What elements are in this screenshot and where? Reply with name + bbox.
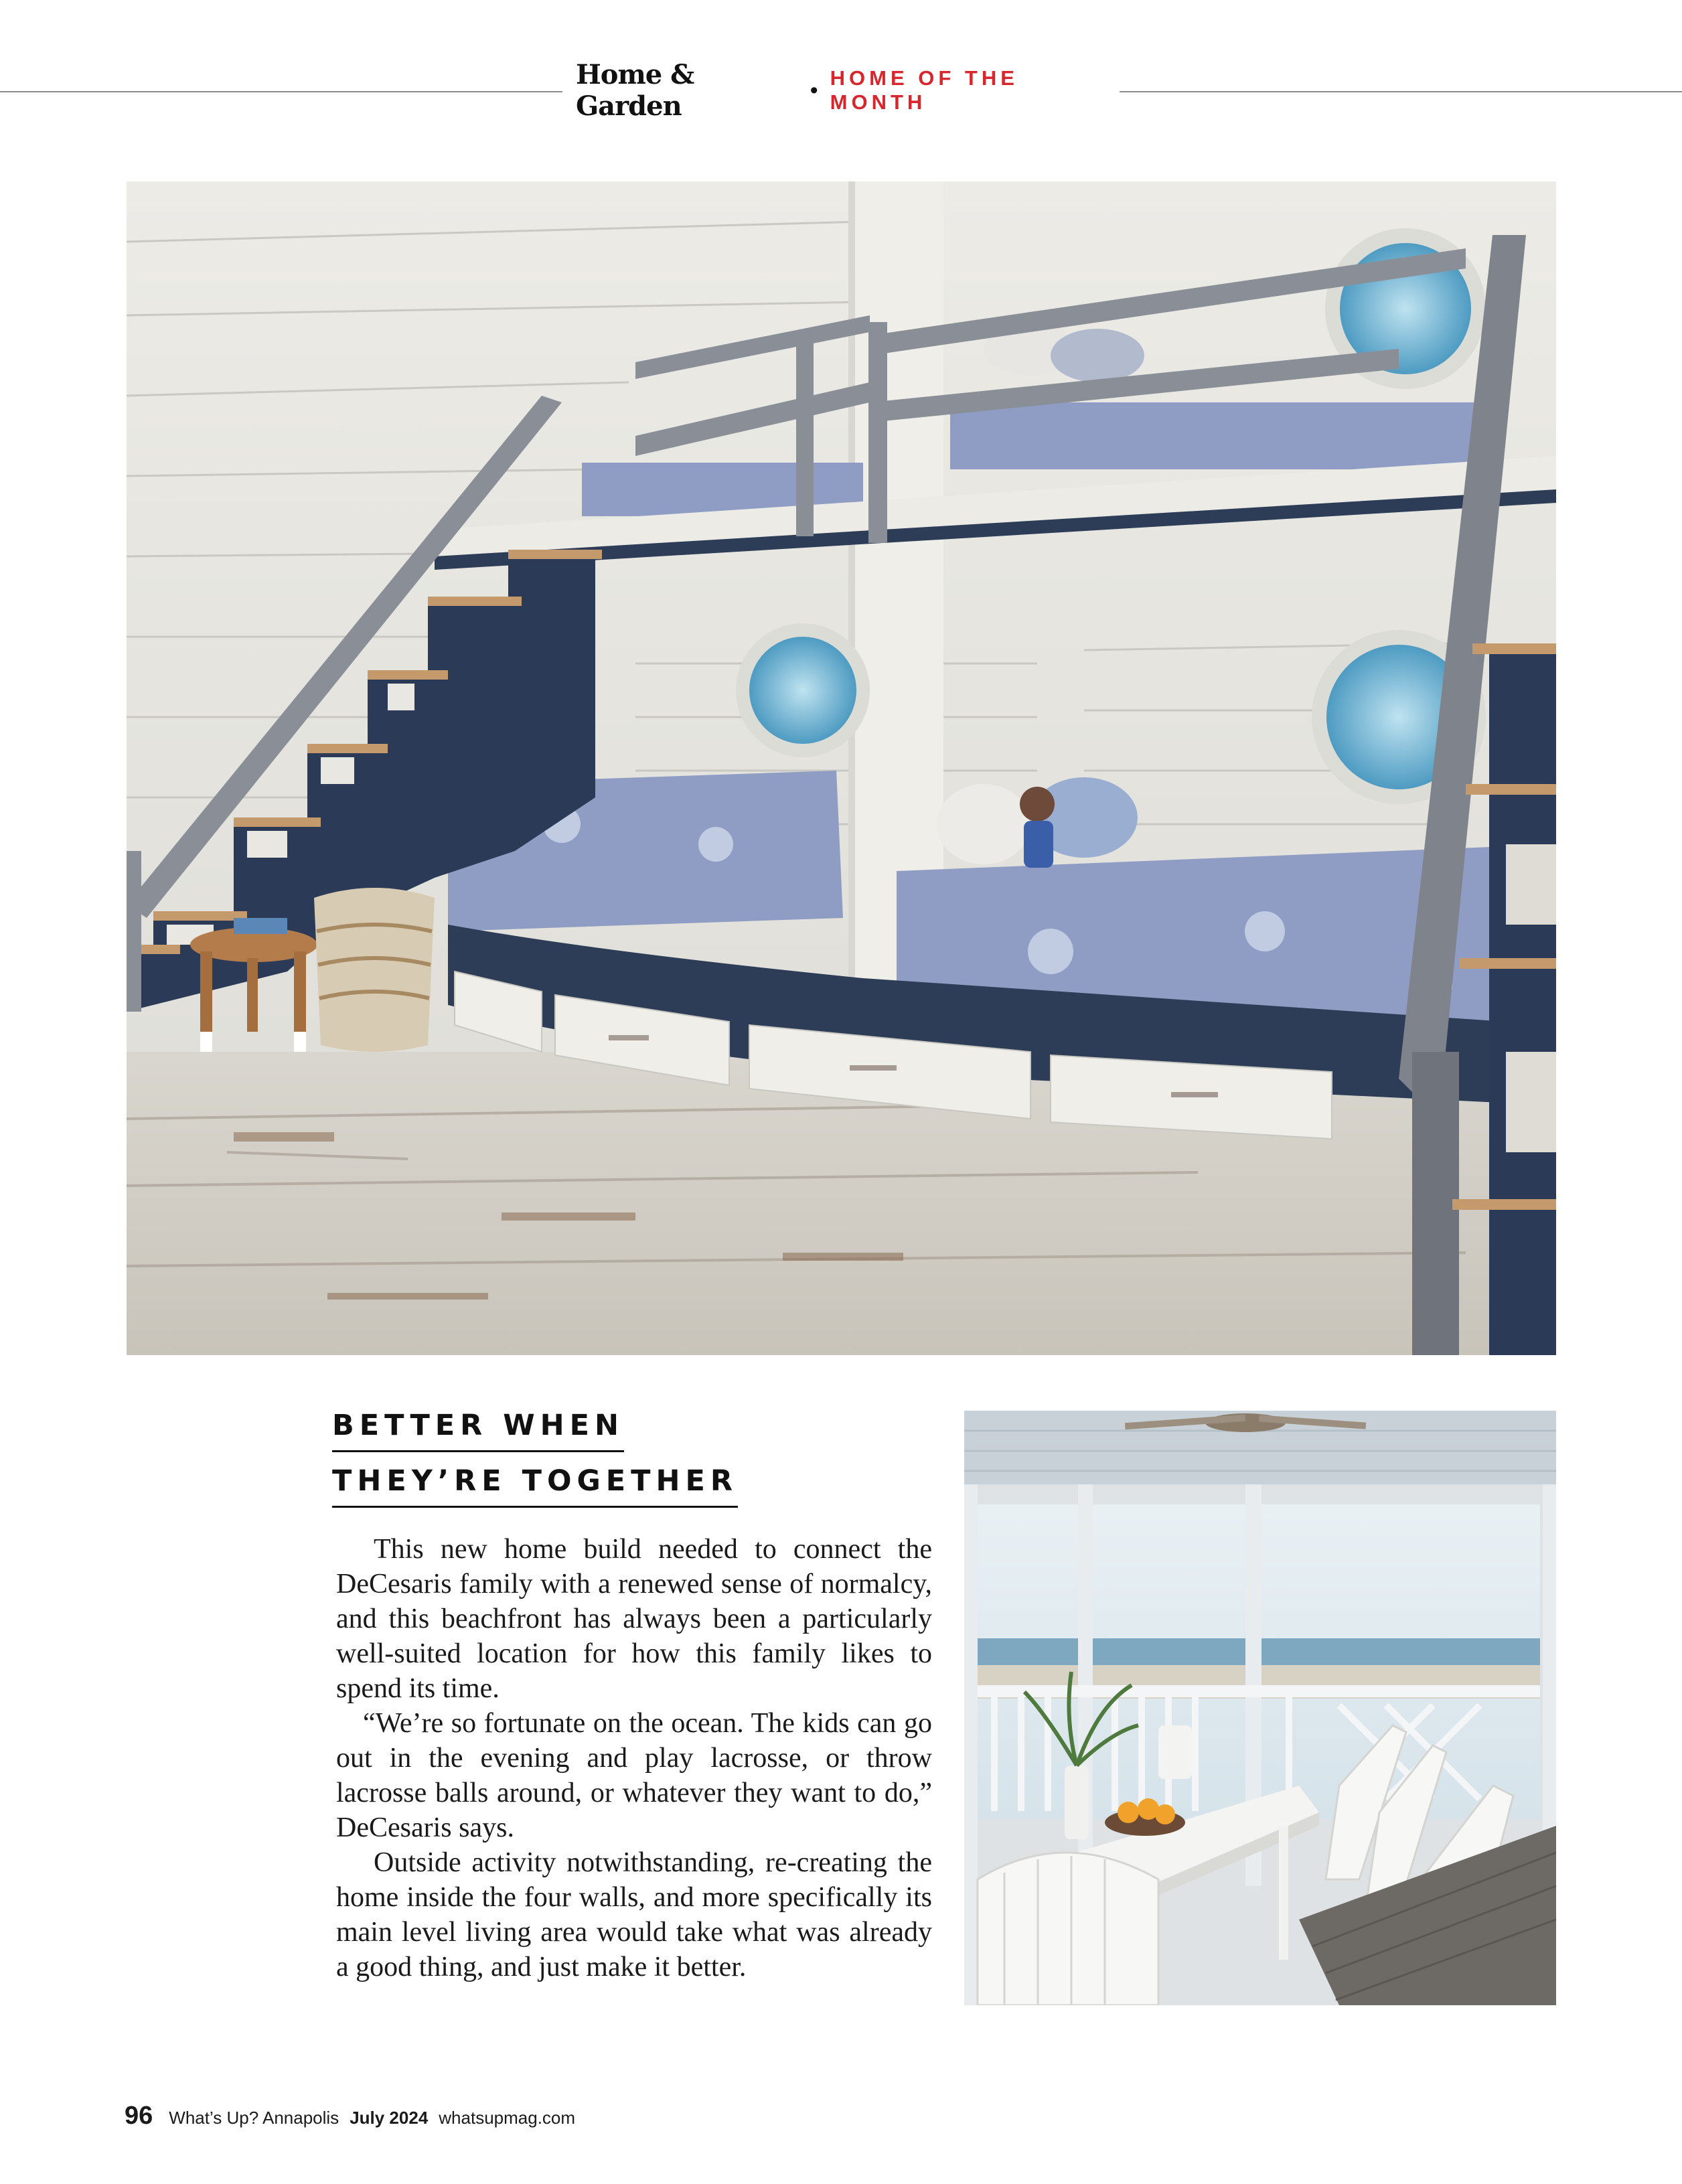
running-header <box>0 59 1682 122</box>
header-label <box>576 59 1112 122</box>
body-paragraph-1: This new home build needed to connect the DeCesaris family with a renewed sense of normalcy, and this beachfront has always been a particularly well-suited location for how this family likes to spend its time. <box>336 1534 932 1704</box>
body-paragraph-2: “We’re so fortunate on the ocean. The kids can go out in the evening and play lacrosse, or throw lacrosse balls around, or whatever they want to do,” DeCesaris says. <box>336 1708 932 1843</box>
page-number: 96 <box>125 2102 153 2130</box>
header-rule-right <box>1120 91 1682 92</box>
porch-dining-photo <box>964 1411 1556 2005</box>
section-name: Home & Garden <box>576 59 694 122</box>
issue-date: July 2024 <box>350 2108 429 2128</box>
website-link[interactable]: whatsupmag.com <box>439 2108 576 2128</box>
section-kicker: HOME OF THE MONTH <box>830 66 1018 114</box>
article-body <box>336 1532 932 1984</box>
headline-line-1: BETTER WHEN <box>332 1409 624 1452</box>
publication-name: What’s Up? Annapolis <box>169 2108 339 2128</box>
article-headline <box>332 1409 801 1520</box>
bunk-room-photo <box>127 181 1556 1355</box>
headline-line-2: THEY’RE TOGETHER <box>332 1464 738 1508</box>
page-folio <box>125 2102 575 2134</box>
body-paragraph-3: Outside activity notwithstanding, re-creating the home inside the four walls, and more specifically its main level living area would take what was already a good thing, and just make it better. <box>336 1847 932 1982</box>
header-rule-left <box>0 91 562 92</box>
header-separator: • <box>810 77 818 103</box>
